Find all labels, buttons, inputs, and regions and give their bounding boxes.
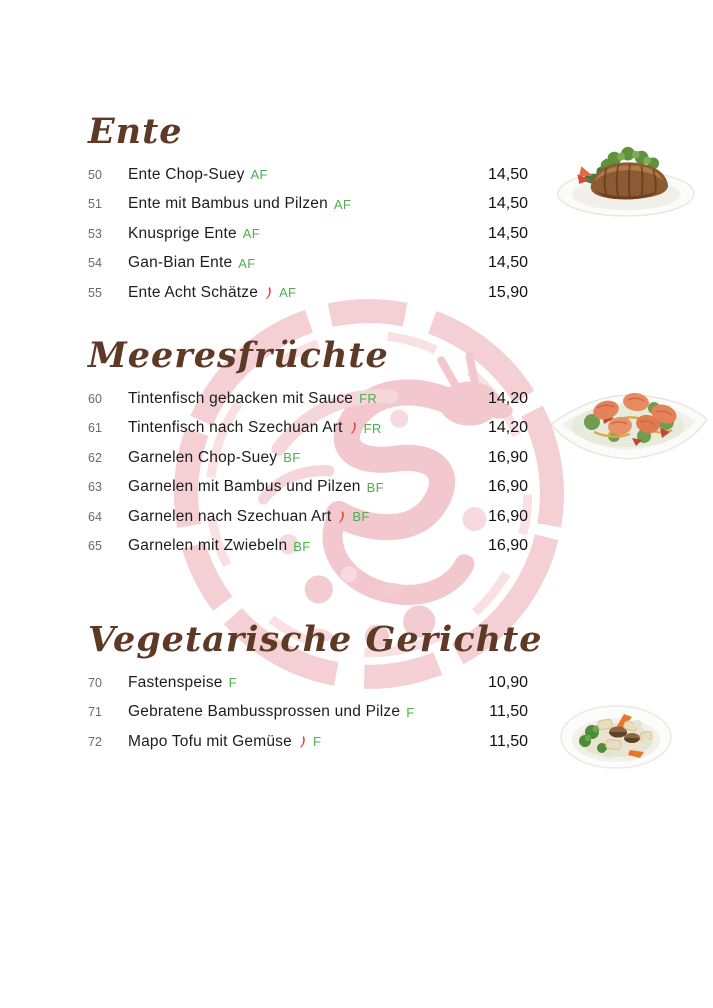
item-tag: FR [359,391,378,407]
menu-item-row [88,532,528,562]
item-tag: AF [279,285,297,301]
item-name [128,166,488,184]
item-price: 16,90 [487,537,528,555]
item-number: 55 [88,285,102,300]
item-price: 14,50 [487,195,528,213]
item-number: 63 [88,480,102,495]
item-tag: AF [242,226,261,242]
item-price: 10,90 [487,673,528,691]
menu-item-row [88,443,528,473]
item-name [128,703,489,721]
item-name [128,390,488,408]
item-number: 65 [88,539,102,554]
item-tag: AF [333,196,352,212]
chili-icon [349,421,358,436]
item-name [128,225,488,243]
item-name-text: Gan-Bian Ente [128,254,233,272]
menu-item-row [88,190,528,220]
item-name-text: Garnelen mit Bambus und Pilzen [128,478,361,496]
item-name-text: Knusprige Ente [128,224,237,242]
chili-icon [337,510,346,525]
item-price: 16,90 [487,507,528,525]
item-name-text: Garnelen mit Zwiebeln [128,537,288,555]
item-tag: AF [238,255,256,271]
item-number: 51 [88,197,102,212]
item-price: 14,20 [487,389,528,407]
item-number: 71 [88,705,102,720]
item-price: 16,90 [487,448,528,466]
item-number: 62 [88,450,102,465]
section-items [88,160,528,308]
item-price: 14,50 [487,224,528,242]
item-tag: BF [366,479,384,495]
menu-item-row [88,727,528,757]
menu-item-row [88,160,528,190]
item-price: 11,50 [489,703,528,721]
item-name-text: Tintenfisch nach Szechuan Art [128,419,343,437]
item-number: 64 [88,509,102,524]
chili-icon [298,735,307,750]
item-price: 16,90 [487,478,528,496]
item-name [128,508,488,526]
item-name [128,478,488,496]
item-name-text: Mapo Tofu mit Gemüse [128,732,292,750]
item-number: 60 [88,391,102,406]
item-price: 15,90 [487,283,528,301]
item-name-text: Fastenspeise [128,673,223,691]
item-name-text: Garnelen nach Szechuan Art [128,507,332,525]
item-tag: FR [363,420,382,436]
chili-icon [264,286,273,301]
menu-item-row [88,249,528,279]
item-number: 50 [88,167,102,182]
item-name-text: Ente Chop-Suey [128,165,245,183]
item-name-text: Ente mit Bambus und Pilzen [128,195,328,213]
item-tag: BF [293,538,311,554]
menu-item-row [88,414,528,444]
menu-item-row [88,384,528,414]
item-name [128,449,488,467]
item-price: 14,50 [487,254,528,272]
item-tag: BF [283,450,301,466]
item-tag: BF [352,509,370,525]
item-name [128,284,488,302]
section-title: Vegetarische Gerichte [88,619,543,660]
menu-item-row [88,502,528,532]
item-tag: AF [250,167,268,183]
menu-section-0 [88,110,528,308]
item-name [128,419,488,437]
item-price: 14,20 [487,419,528,437]
section-title: Meeresfrüchte [88,335,389,376]
item-name [128,254,488,272]
menu-item-row [88,473,528,503]
item-price: 14,50 [487,165,528,183]
menu-item-row [88,219,528,249]
item-tag: F [312,734,322,750]
section-items [88,668,528,757]
item-number: 53 [88,226,102,241]
item-name [128,195,488,213]
menu-item-row [88,698,528,728]
item-name [128,674,488,692]
item-name-text: Tintenfisch gebacken mit Sauce [128,389,354,407]
item-tag: F [406,704,415,720]
item-name-text: Gebratene Bambussprossen und Pilze [128,703,401,721]
item-name [128,537,488,555]
item-name-text: Garnelen Chop-Suey [128,448,278,466]
menu-item-row [88,668,528,698]
item-tag: F [228,675,237,691]
item-number: 61 [88,421,102,436]
item-name-text: Ente Acht Schätze [128,283,259,301]
item-number: 72 [88,734,102,749]
item-price: 11,50 [489,732,528,750]
item-number: 70 [88,675,102,690]
menu-item-row [88,278,528,308]
section-items [88,384,528,561]
item-name [128,733,489,751]
item-number: 54 [88,256,102,271]
section-title: Ente [88,111,183,152]
menu-section-1 [88,334,528,561]
menu-section-2 [88,618,543,757]
